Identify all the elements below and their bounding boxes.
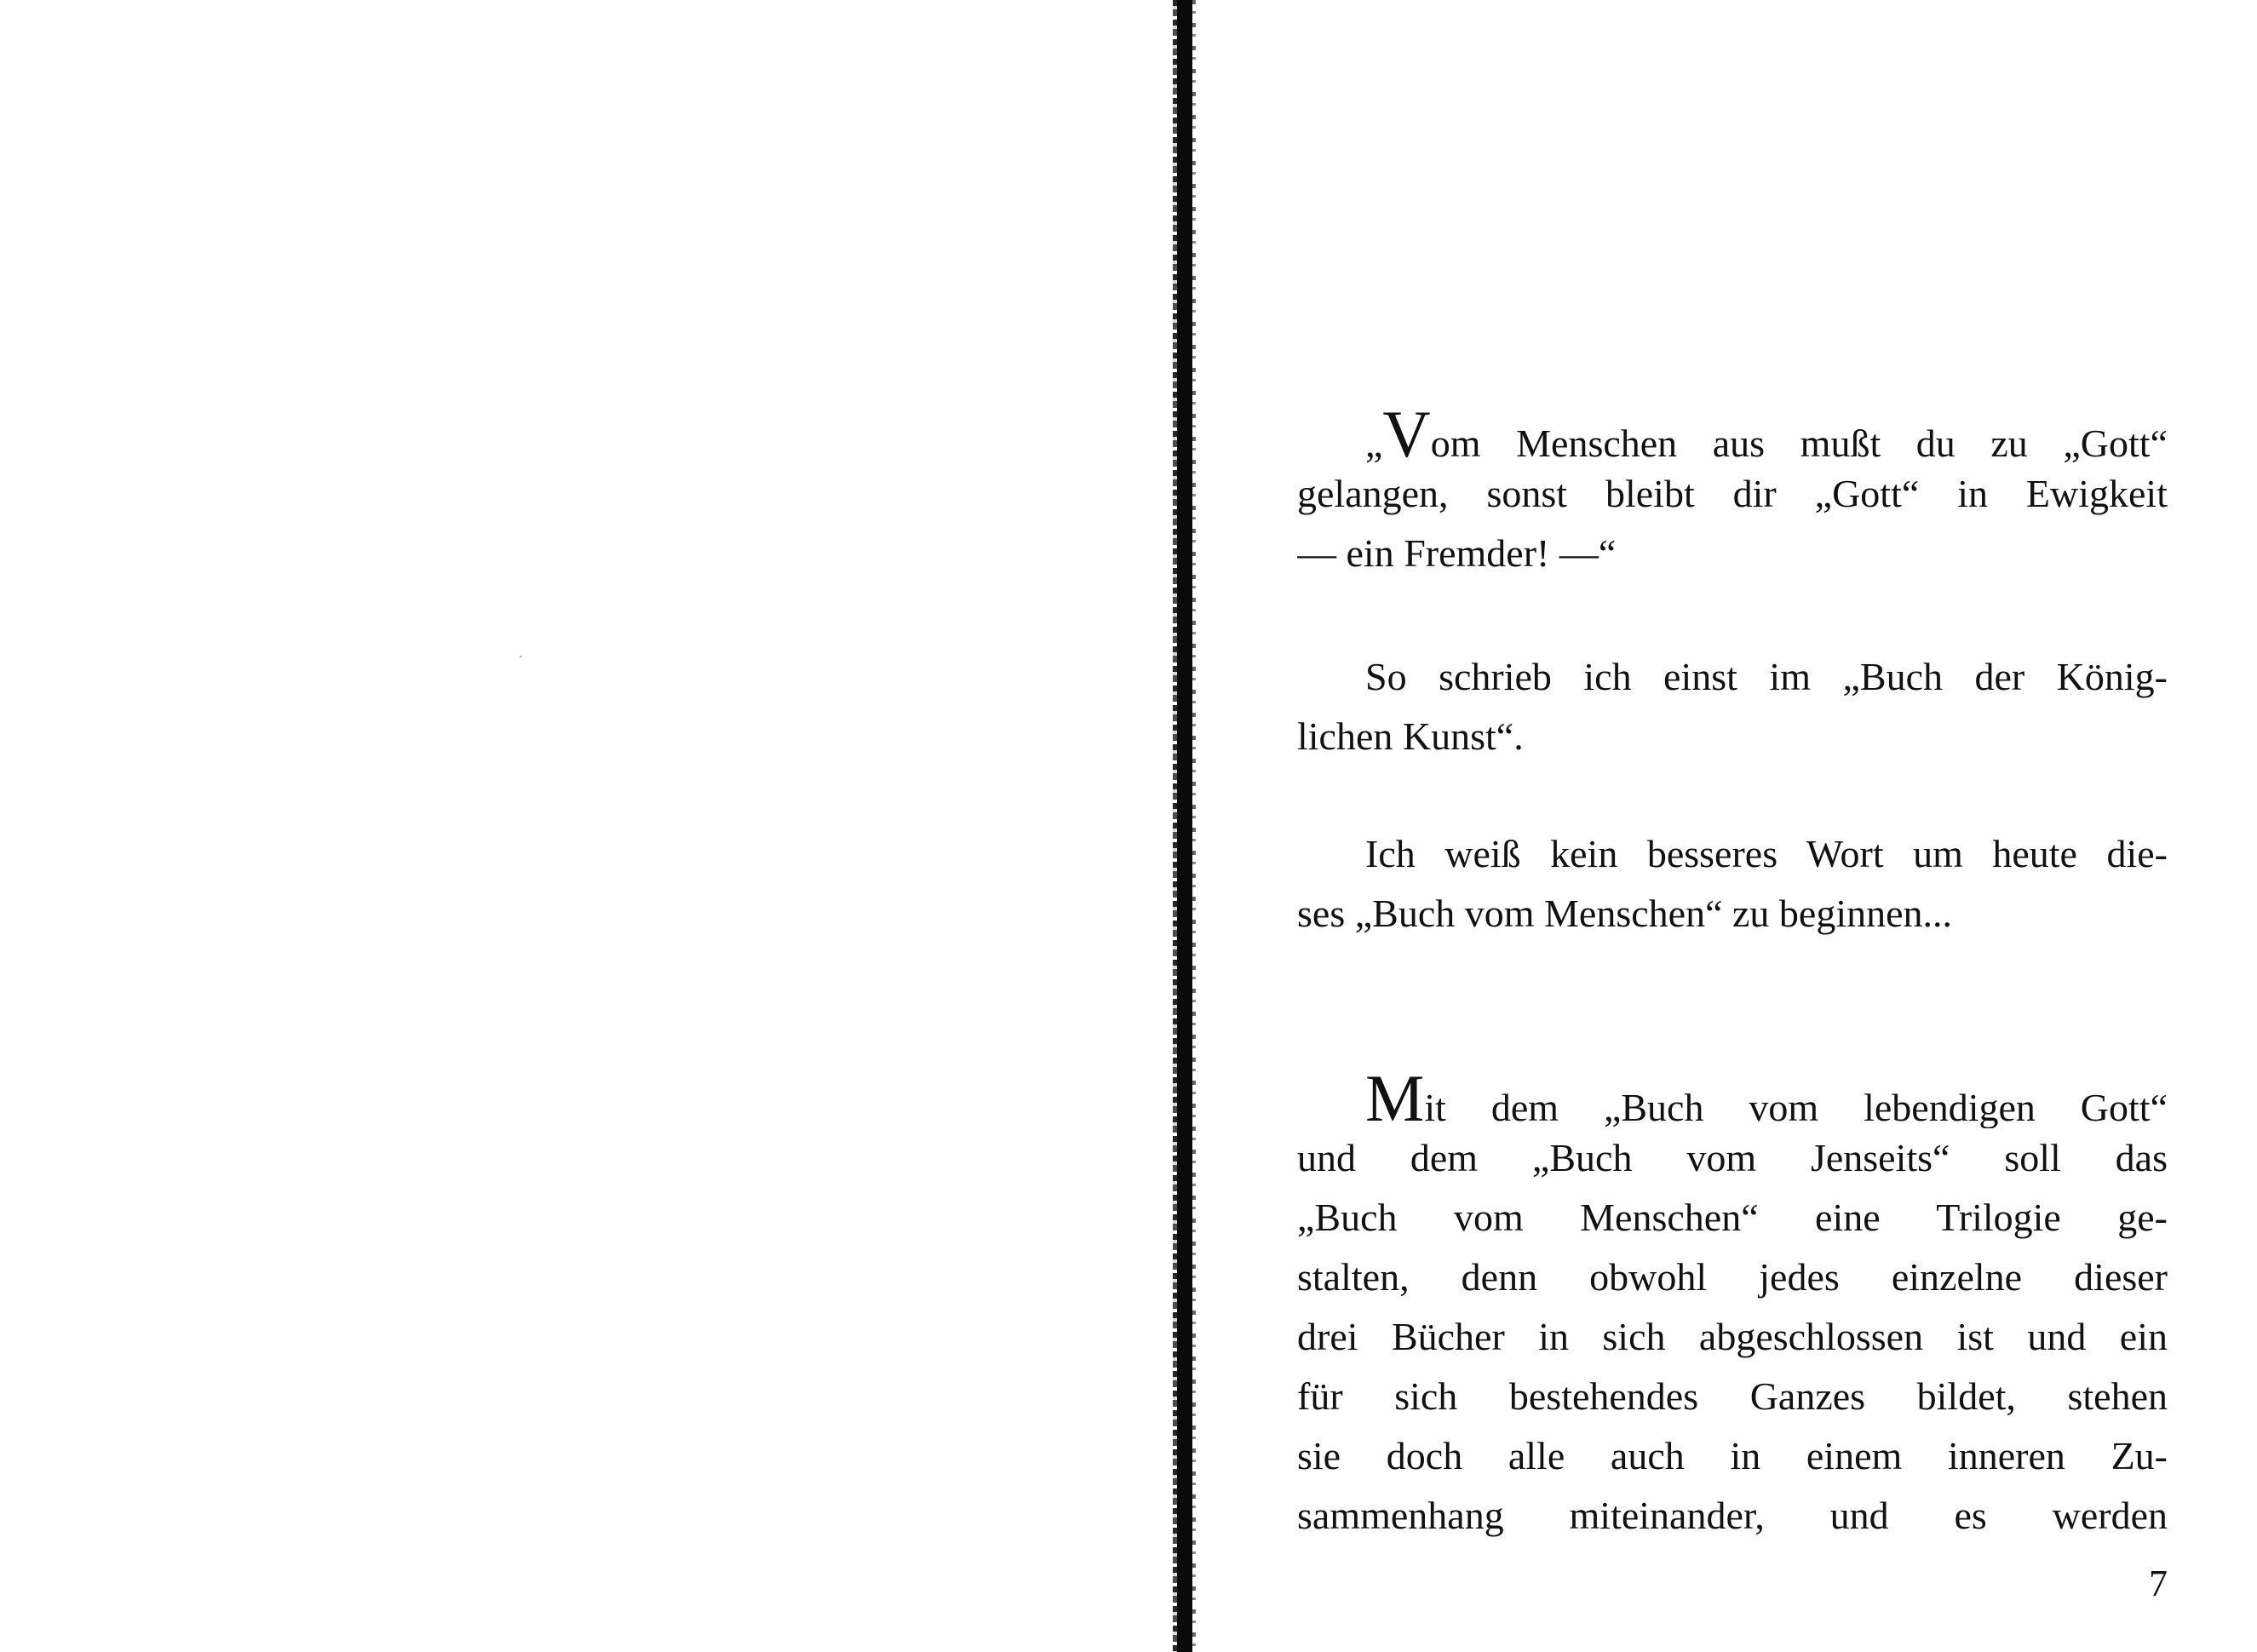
paragraph-epigraph-quote xyxy=(1297,404,2168,583)
text-line: drei Bücher in sich abgeschlossen ist und ein xyxy=(1297,1315,2168,1358)
gutter-shadow-right xyxy=(1192,0,1196,1652)
text-line: lichen Kunst“. xyxy=(1297,714,1524,758)
text-line: Ich weiß kein besseres Wort um heute die- xyxy=(1365,832,2168,875)
text-line: und dem „Buch vom Jenseits“ soll das xyxy=(1297,1136,2168,1179)
paragraph-trilogy xyxy=(1297,1069,2168,1546)
text-line: sammenhang miteinander, und es werden xyxy=(1297,1494,2168,1537)
right-page xyxy=(1197,0,2257,1652)
paragraph-intro-statement xyxy=(1297,824,2168,944)
book-gutter xyxy=(1177,0,1192,1652)
drop-capital: V xyxy=(1382,404,1431,464)
paper-speck xyxy=(520,656,522,657)
text-line: stalten, denn obwohl jedes einzelne dieser xyxy=(1297,1255,2168,1299)
text-line: für sich bestehendes Ganzes bildet, stehen xyxy=(1297,1374,2168,1418)
page-number: 7 xyxy=(2149,1563,2168,1604)
text-line: So schrieb ich einst im „Buch der König- xyxy=(1365,655,2168,698)
drop-capital: M xyxy=(1365,1069,1425,1128)
text-line: gelangen, sonst bleibt dir „Gott“ in Ewigkeit xyxy=(1297,472,2168,515)
paragraph-source-note xyxy=(1297,647,2168,766)
text-line: „Vom Menschen aus mußt du zu „Gott“ xyxy=(1297,404,2168,464)
text-line: — ein Fremder! —“ xyxy=(1297,531,1617,575)
text-line: sie doch alle auch in einem inneren Zu- xyxy=(1297,1434,2168,1477)
text-line: ses „Buch vom Menschen“ zu beginnen... xyxy=(1297,892,1953,935)
text-line: „Buch vom Menschen“ eine Trilogie ge- xyxy=(1297,1196,2168,1239)
text-line: Mit dem „Buch vom lebendigen Gott“ xyxy=(1297,1069,2168,1128)
